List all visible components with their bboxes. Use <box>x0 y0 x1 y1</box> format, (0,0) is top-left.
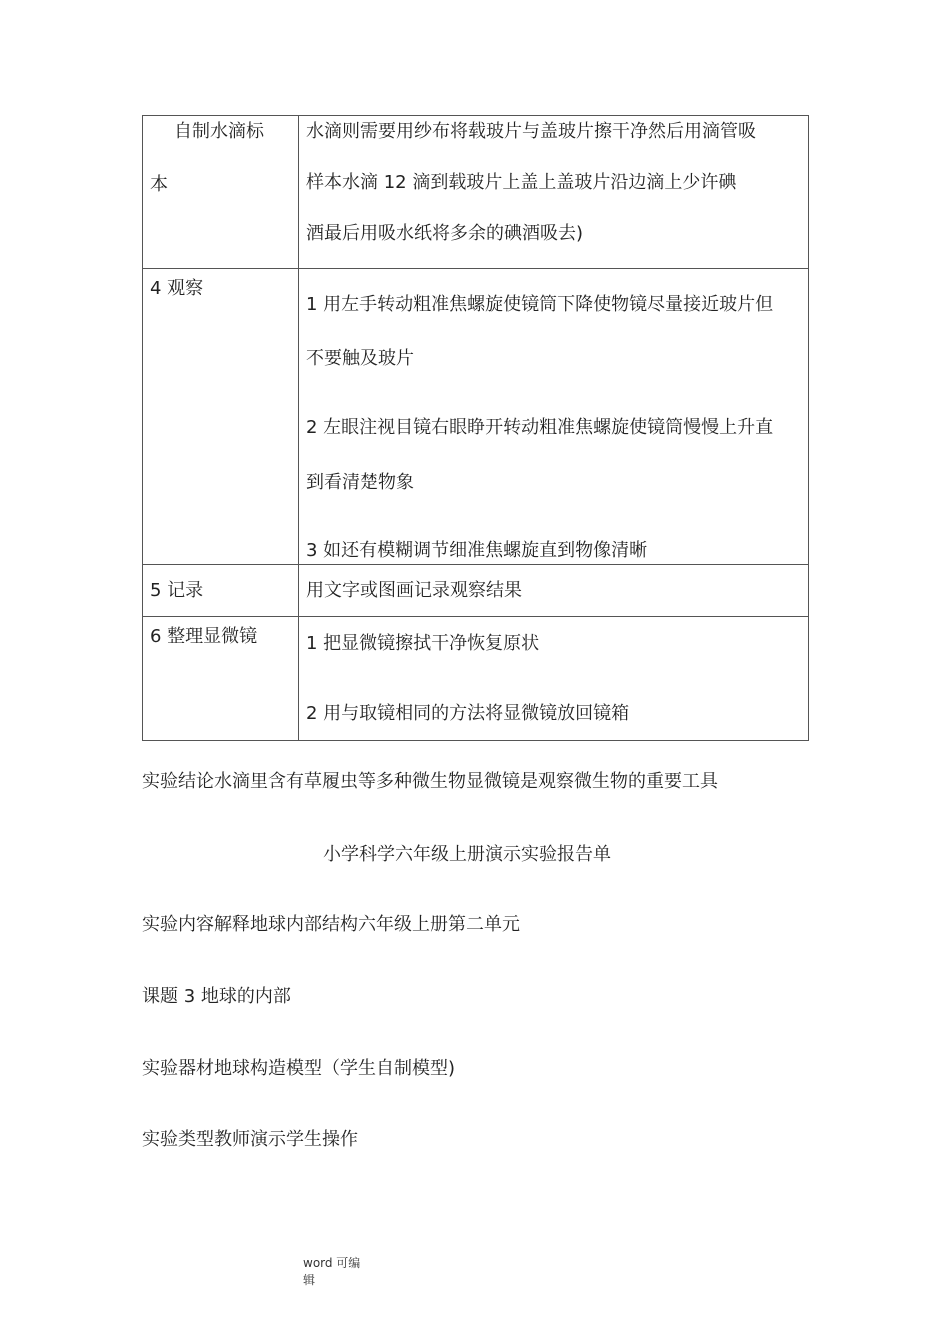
materials-field: 实验器材地球构造模型（学生自制模型) <box>142 1058 456 1079</box>
content-field: 实验内容解释地球内部结构六年级上册第二单元 <box>142 914 520 935</box>
step-text: 1 把显微镜擦拭干净恢复原状 <box>306 633 540 654</box>
topic-field: 课题 3 地球的内部 <box>142 986 291 1007</box>
step-content-cell <box>299 617 809 741</box>
table-row <box>143 269 809 565</box>
step-text: 1 用左手转动粗准焦螺旋使镜筒下降使物镜尽量接近玻片但 <box>306 294 774 315</box>
conclusion-text: 实验结论水滴里含有草履虫等多种微生物显微镜是观察微生物的重要工具 <box>142 771 718 792</box>
step-label: 本 <box>150 174 168 195</box>
table-row <box>143 116 809 269</box>
step-label-cell <box>143 269 299 565</box>
footer-note <box>303 1255 373 1289</box>
step-text: 到看清楚物象 <box>306 472 414 493</box>
step-label: 4 观察 <box>150 278 204 299</box>
step-label-cell <box>143 116 299 269</box>
step-label-cell <box>143 617 299 741</box>
type-field: 实验类型教师演示学生操作 <box>142 1129 358 1150</box>
step-text: 水滴则需要用纱布将载玻片与盖玻片擦干净然后用滴管吸 <box>306 121 756 142</box>
report-title: 小学科学六年级上册演示实验报告单 <box>323 844 611 865</box>
step-text: 酒最后用吸水纸将多余的碘酒吸去) <box>306 223 584 244</box>
step-label-cell <box>143 565 299 617</box>
step-content-cell <box>299 269 809 565</box>
step-text: 不要触及玻片 <box>306 348 414 369</box>
step-text: 用文字或图画记录观察结果 <box>306 580 522 601</box>
table-row <box>143 617 809 741</box>
step-label: 5 记录 <box>150 580 204 601</box>
step-content-cell <box>299 565 809 617</box>
footer-line: word 可编 <box>303 1256 361 1270</box>
step-text: 3 如还有模糊调节细准焦螺旋直到物像清晰 <box>306 540 648 561</box>
step-text: 2 左眼注视目镜右眼睁开转动粗准焦螺旋使镜筒慢慢上升直 <box>306 417 774 438</box>
step-text: 样本水滴 12 滴到载玻片上盖上盖玻片沿边滴上少许碘 <box>306 172 737 193</box>
procedure-table <box>142 115 809 741</box>
step-label: 6 整理显微镜 <box>150 626 258 647</box>
footer-line: 辑 <box>303 1273 316 1287</box>
step-label: 自制水滴标 <box>174 121 264 142</box>
step-text: 2 用与取镜相同的方法将显微镜放回镜箱 <box>306 703 630 724</box>
step-content-cell <box>299 116 809 269</box>
table-row <box>143 565 809 617</box>
